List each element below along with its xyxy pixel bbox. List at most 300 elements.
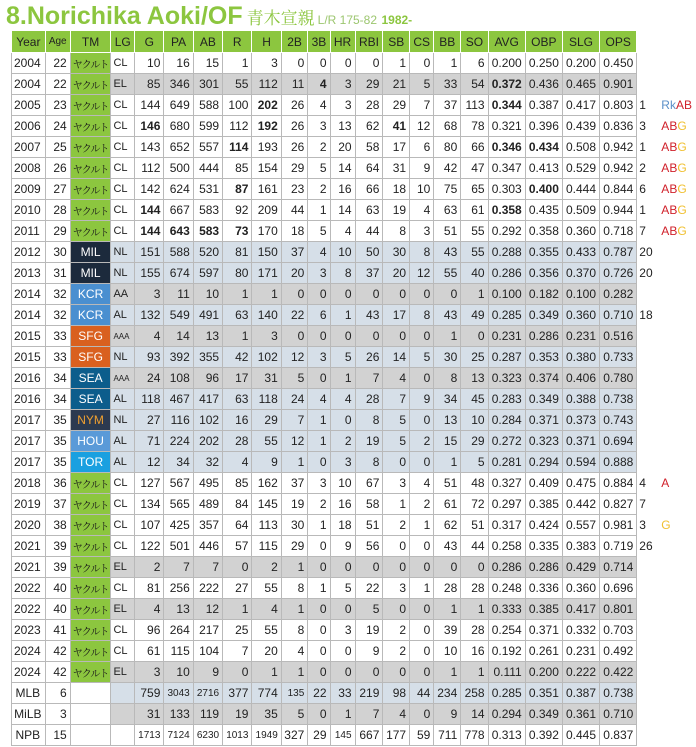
- stat-obp: 0.358: [525, 221, 562, 242]
- player-born: 1982-: [381, 13, 413, 27]
- stat-3b: 3: [308, 347, 330, 368]
- league-cell: AL: [111, 431, 135, 452]
- stat-g: 4: [135, 599, 164, 620]
- stat-ab: 102: [193, 410, 222, 431]
- stat-2b: 327: [281, 725, 308, 746]
- stat-sb: 31: [383, 158, 410, 179]
- stat-g: 31: [135, 704, 164, 725]
- age-cell: 42: [45, 662, 70, 683]
- stat-avg: 0.248: [488, 578, 525, 599]
- stat-hr: 16: [330, 179, 355, 200]
- stat-hr: 1: [330, 704, 355, 725]
- stat-pa: 500: [164, 158, 193, 179]
- stat-bb: 80: [434, 137, 461, 158]
- stat-obp: 0.374: [525, 368, 562, 389]
- column-header-sb: SB: [383, 31, 410, 53]
- stat-ab: 444: [193, 158, 222, 179]
- stat-pa: 264: [164, 620, 193, 641]
- year-cell: 2021: [12, 536, 46, 557]
- stat-3b: 0: [308, 557, 330, 578]
- stat-g: 122: [135, 536, 164, 557]
- stat-r: 85: [223, 158, 252, 179]
- stat-obp: 0.424: [525, 515, 562, 536]
- stat-pa: 567: [164, 473, 193, 494]
- awards-cell: [637, 368, 696, 389]
- stat-cs: 0: [410, 704, 434, 725]
- award-a: A: [661, 203, 670, 217]
- batting-rank: 3: [639, 518, 646, 532]
- team-badge: KCR: [70, 305, 111, 326]
- team-badge: ヤクルト: [70, 557, 111, 578]
- stat-pa: 425: [164, 515, 193, 536]
- stat-h: 202: [252, 95, 281, 116]
- stat-so: 1: [461, 599, 488, 620]
- season-row: [12, 53, 696, 74]
- stat-sb: 177: [383, 725, 410, 746]
- team-badge: ヤクルト: [70, 578, 111, 599]
- stat-bb: 68: [434, 116, 461, 137]
- award-a: A: [675, 98, 684, 112]
- season-row: [12, 578, 696, 599]
- stat-hr: 9: [330, 536, 355, 557]
- league-cell: CL: [111, 620, 135, 641]
- stat-obp: 0.355: [525, 242, 562, 263]
- stat-obp: 0.250: [525, 53, 562, 74]
- stat-rbi: 7: [355, 368, 383, 389]
- stat-bb: 1: [434, 326, 461, 347]
- age-cell: 22: [45, 53, 70, 74]
- stat-avg: 0.288: [488, 242, 525, 263]
- stat-hr: 3: [330, 620, 355, 641]
- stat-cs: 8: [410, 305, 434, 326]
- stat-sb: 0: [383, 662, 410, 683]
- stat-obp: 0.286: [525, 557, 562, 578]
- stat-3b: 0: [308, 620, 330, 641]
- stat-ab: 583: [193, 221, 222, 242]
- stat-cs: 5: [410, 74, 434, 95]
- stat-obp: 0.349: [525, 389, 562, 410]
- stat-so: 78: [461, 116, 488, 137]
- stat-pa: 7124: [164, 725, 193, 746]
- column-header-rbi: RBI: [355, 31, 383, 53]
- age-cell: 30: [45, 242, 70, 263]
- stat-r: 1: [223, 284, 252, 305]
- award-a: A: [661, 224, 670, 238]
- stat-pa: 588: [164, 242, 193, 263]
- stat-h: 55: [252, 578, 281, 599]
- stat-g: 132: [135, 305, 164, 326]
- stat-slg: 0.383: [562, 536, 599, 557]
- stat-2b: 37: [281, 473, 308, 494]
- stat-hr: 18: [330, 515, 355, 536]
- year-cell: 2015: [12, 347, 46, 368]
- stat-2b: 12: [281, 431, 308, 452]
- league-cell: CL: [111, 221, 135, 242]
- stat-cs: 4: [410, 200, 434, 221]
- awards-cell: [637, 704, 696, 725]
- stat-sb: 5: [383, 431, 410, 452]
- year-cell: 2013: [12, 263, 46, 284]
- stat-ops: 0.733: [600, 347, 637, 368]
- season-row: [12, 137, 696, 158]
- stat-bb: 8: [434, 368, 461, 389]
- stat-ops: 0.696: [600, 578, 637, 599]
- stat-avg: 0.297: [488, 494, 525, 515]
- stat-ops: 0.282: [600, 284, 637, 305]
- awards-cell: [637, 305, 696, 326]
- league-cell: CL: [111, 494, 135, 515]
- stat-cs: 2: [410, 494, 434, 515]
- stat-ops: 0.844: [600, 179, 637, 200]
- batting-rank: 2: [639, 161, 646, 175]
- stat-2b: 19: [281, 494, 308, 515]
- stat-ops: 0.726: [600, 263, 637, 284]
- stat-rbi: 56: [355, 536, 383, 557]
- stat-3b: 0: [308, 704, 330, 725]
- stat-obp: 0.400: [525, 179, 562, 200]
- stat-3b: 4: [308, 242, 330, 263]
- stat-g: 3: [135, 284, 164, 305]
- stat-g: 134: [135, 494, 164, 515]
- team-badge: ヤクルト: [70, 662, 111, 683]
- stat-hr: 14: [330, 158, 355, 179]
- stat-hr: 0: [330, 641, 355, 662]
- stat-bb: 62: [434, 515, 461, 536]
- stat-h: 161: [252, 179, 281, 200]
- stat-h: 1: [252, 284, 281, 305]
- season-row: [12, 389, 696, 410]
- stat-so: 0: [461, 326, 488, 347]
- stat-hr: 3: [330, 95, 355, 116]
- stat-avg: 0.284: [488, 410, 525, 431]
- stat-sb: 0: [383, 536, 410, 557]
- stat-g: 107: [135, 515, 164, 536]
- stat-g: 27: [135, 410, 164, 431]
- stat-slg: 0.370: [562, 263, 599, 284]
- age-cell: 35: [45, 410, 70, 431]
- stat-r: 84: [223, 494, 252, 515]
- age-cell: 38: [45, 515, 70, 536]
- league-cell: AL: [111, 305, 135, 326]
- stat-ops: 0.516: [600, 326, 637, 347]
- stats-table: [11, 30, 696, 746]
- stat-bb: 28: [434, 578, 461, 599]
- team-badge: SEA: [70, 368, 111, 389]
- season-row: [12, 410, 696, 431]
- team-badge: ヤクルト: [70, 536, 111, 557]
- team-badge: ヤクルト: [70, 137, 111, 158]
- stat-g: 61: [135, 641, 164, 662]
- season-row: [12, 494, 696, 515]
- stat-slg: 0.529: [562, 158, 599, 179]
- stat-sb: 29: [383, 95, 410, 116]
- stat-g: 10: [135, 53, 164, 74]
- team-blank: [70, 683, 111, 704]
- season-row: [12, 305, 696, 326]
- season-row: [12, 641, 696, 662]
- awards-cell: [637, 683, 696, 704]
- awards-cell: [637, 221, 696, 242]
- stat-r: 16: [223, 410, 252, 431]
- awards-cell: [637, 347, 696, 368]
- stat-pa: 392: [164, 347, 193, 368]
- team-badge: SFG: [70, 326, 111, 347]
- team-badge: MIL: [70, 263, 111, 284]
- stat-slg: 0.429: [562, 557, 599, 578]
- stat-3b: 0: [308, 452, 330, 473]
- year-cell: 2016: [12, 389, 46, 410]
- stat-pa: 7: [164, 557, 193, 578]
- column-header-so: SO: [461, 31, 488, 53]
- award-b: B: [669, 140, 678, 154]
- stat-pa: 34: [164, 452, 193, 473]
- awards-cell: [637, 431, 696, 452]
- stat-3b: 1: [308, 410, 330, 431]
- year-cell: 2005: [12, 95, 46, 116]
- awards-cell: [637, 725, 696, 746]
- stat-ab: 355: [193, 347, 222, 368]
- stat-hr: 0: [330, 326, 355, 347]
- stat-sb: 2: [383, 515, 410, 536]
- stat-slg: 0.360: [562, 578, 599, 599]
- column-header-age: Age: [45, 31, 70, 53]
- stat-obp: 0.294: [525, 452, 562, 473]
- stat-avg: 0.286: [488, 557, 525, 578]
- league-blank: [111, 725, 135, 746]
- totals-years: 15: [45, 725, 70, 746]
- stat-ab: 599: [193, 116, 222, 137]
- stat-so: 1: [461, 662, 488, 683]
- year-cell: 2017: [12, 410, 46, 431]
- stat-g: 759: [135, 683, 164, 704]
- league-blank: [111, 704, 135, 725]
- stat-bb: 43: [434, 305, 461, 326]
- stat-hr: 1: [330, 305, 355, 326]
- stat-ops: 0.827: [600, 494, 637, 515]
- age-cell: 27: [45, 179, 70, 200]
- stat-avg: 0.333: [488, 599, 525, 620]
- stat-sb: 30: [383, 242, 410, 263]
- stat-slg: 0.406: [562, 368, 599, 389]
- stat-h: 170: [252, 221, 281, 242]
- stat-ab: 2716: [193, 683, 222, 704]
- stat-rbi: 37: [355, 263, 383, 284]
- stat-pa: 116: [164, 410, 193, 431]
- stat-g: 3: [135, 662, 164, 683]
- stat-ab: 6230: [193, 725, 222, 746]
- awards-cell: [637, 137, 696, 158]
- totals-label: NPB: [12, 725, 46, 746]
- season-row: [12, 116, 696, 137]
- stat-3b: 0: [308, 284, 330, 305]
- award-b: B: [669, 119, 678, 133]
- stat-pa: 346: [164, 74, 193, 95]
- league-cell: EL: [111, 599, 135, 620]
- stat-h: 112: [252, 74, 281, 95]
- stat-h: 102: [252, 347, 281, 368]
- stat-obp: 0.371: [525, 410, 562, 431]
- stat-3b: 0: [308, 641, 330, 662]
- team-badge: TOR: [70, 452, 111, 473]
- stat-r: 100: [223, 95, 252, 116]
- stat-slg: 0.373: [562, 410, 599, 431]
- awards-cell: [637, 578, 696, 599]
- stat-2b: 30: [281, 515, 308, 536]
- stat-so: 45: [461, 389, 488, 410]
- stat-rbi: 58: [355, 137, 383, 158]
- stat-ab: 583: [193, 200, 222, 221]
- stat-2b: 24: [281, 389, 308, 410]
- awards-cell: [637, 515, 696, 536]
- award-g: G: [677, 224, 687, 238]
- stat-pa: 11: [164, 284, 193, 305]
- year-cell: 2016: [12, 368, 46, 389]
- awards-cell: [637, 410, 696, 431]
- stat-so: 48: [461, 473, 488, 494]
- award-b: B: [669, 224, 678, 238]
- stat-r: 64: [223, 515, 252, 536]
- stat-slg: 0.200: [562, 53, 599, 74]
- stat-h: 113: [252, 515, 281, 536]
- stat-avg: 0.346: [488, 137, 525, 158]
- stat-2b: 26: [281, 137, 308, 158]
- stat-obp: 0.353: [525, 347, 562, 368]
- stat-so: 65: [461, 179, 488, 200]
- stat-sb: 0: [383, 284, 410, 305]
- stat-rbi: 63: [355, 200, 383, 221]
- stat-r: 7: [223, 641, 252, 662]
- stat-pa: 108: [164, 368, 193, 389]
- stat-g: 24: [135, 368, 164, 389]
- stat-avg: 0.286: [488, 263, 525, 284]
- stat-r: 25: [223, 620, 252, 641]
- league-cell: CL: [111, 95, 135, 116]
- year-cell: 2009: [12, 179, 46, 200]
- league-cell: NL: [111, 347, 135, 368]
- season-row: [12, 620, 696, 641]
- stat-rbi: 0: [355, 284, 383, 305]
- league-cell: CL: [111, 200, 135, 221]
- stat-avg: 0.281: [488, 452, 525, 473]
- stat-pa: 652: [164, 137, 193, 158]
- stat-rbi: 8: [355, 410, 383, 431]
- stat-bb: 42: [434, 158, 461, 179]
- team-badge: ヤクルト: [70, 599, 111, 620]
- stat-cs: 0: [410, 641, 434, 662]
- age-cell: 31: [45, 263, 70, 284]
- stat-g: 12: [135, 452, 164, 473]
- stat-obp: 0.436: [525, 74, 562, 95]
- stat-sb: 14: [383, 347, 410, 368]
- stat-h: 55: [252, 620, 281, 641]
- stat-ab: 557: [193, 137, 222, 158]
- stat-3b: 0: [308, 326, 330, 347]
- batting-rank: 26: [639, 539, 653, 553]
- age-cell: 25: [45, 137, 70, 158]
- stat-r: 1: [223, 599, 252, 620]
- stat-slg: 0.433: [562, 242, 599, 263]
- year-cell: 2022: [12, 578, 46, 599]
- stat-avg: 0.258: [488, 536, 525, 557]
- stat-2b: 18: [281, 221, 308, 242]
- stat-hr: 0: [330, 284, 355, 305]
- stat-h: 4: [252, 599, 281, 620]
- stat-3b: 4: [308, 74, 330, 95]
- stat-rbi: 9: [355, 641, 383, 662]
- awards-cell: [637, 473, 696, 494]
- stat-bb: 75: [434, 179, 461, 200]
- stat-r: 4: [223, 452, 252, 473]
- stat-r: 57: [223, 536, 252, 557]
- stat-slg: 0.445: [562, 725, 599, 746]
- stat-r: 28: [223, 431, 252, 452]
- stat-h: 154: [252, 158, 281, 179]
- stat-bb: 1: [434, 599, 461, 620]
- stat-slg: 0.439: [562, 116, 599, 137]
- stat-g: 81: [135, 578, 164, 599]
- stat-obp: 0.356: [525, 263, 562, 284]
- age-cell: 24: [45, 116, 70, 137]
- stat-ops: 0.694: [600, 431, 637, 452]
- stat-rbi: 219: [355, 683, 383, 704]
- stat-h: 192: [252, 116, 281, 137]
- stat-cs: 0: [410, 368, 434, 389]
- stat-rbi: 64: [355, 158, 383, 179]
- column-header-bb: BB: [434, 31, 461, 53]
- year-cell: 2023: [12, 620, 46, 641]
- stat-ab: 96: [193, 368, 222, 389]
- stat-bb: 51: [434, 473, 461, 494]
- age-cell: 29: [45, 221, 70, 242]
- stat-avg: 0.313: [488, 725, 525, 746]
- stat-slg: 0.417: [562, 599, 599, 620]
- stat-so: 66: [461, 137, 488, 158]
- batting-rank: 20: [639, 266, 653, 280]
- stat-2b: 8: [281, 620, 308, 641]
- stat-rbi: 28: [355, 95, 383, 116]
- stat-sb: 17: [383, 305, 410, 326]
- stat-h: 171: [252, 263, 281, 284]
- stat-h: 209: [252, 200, 281, 221]
- team-badge: ヤクルト: [70, 95, 111, 116]
- age-cell: 35: [45, 431, 70, 452]
- year-cell: 2011: [12, 221, 46, 242]
- stat-so: 28: [461, 578, 488, 599]
- season-row: [12, 431, 696, 452]
- stat-cs: 1: [410, 578, 434, 599]
- stat-rbi: 50: [355, 242, 383, 263]
- stat-so: 10: [461, 410, 488, 431]
- stat-ab: 495: [193, 473, 222, 494]
- stat-avg: 0.358: [488, 200, 525, 221]
- stat-h: 118: [252, 389, 281, 410]
- year-cell: 2021: [12, 557, 46, 578]
- stat-sb: 17: [383, 137, 410, 158]
- stat-2b: 29: [281, 158, 308, 179]
- stat-cs: 5: [410, 347, 434, 368]
- stat-so: 54: [461, 74, 488, 95]
- age-cell: 33: [45, 347, 70, 368]
- stat-slg: 0.388: [562, 389, 599, 410]
- stat-r: 55: [223, 74, 252, 95]
- column-header-3b: 3B: [308, 31, 330, 53]
- stat-obp: 0.435: [525, 200, 562, 221]
- stat-so: 29: [461, 431, 488, 452]
- stat-slg: 0.417: [562, 95, 599, 116]
- stat-avg: 0.327: [488, 473, 525, 494]
- stat-h: 55: [252, 431, 281, 452]
- stat-avg: 0.254: [488, 620, 525, 641]
